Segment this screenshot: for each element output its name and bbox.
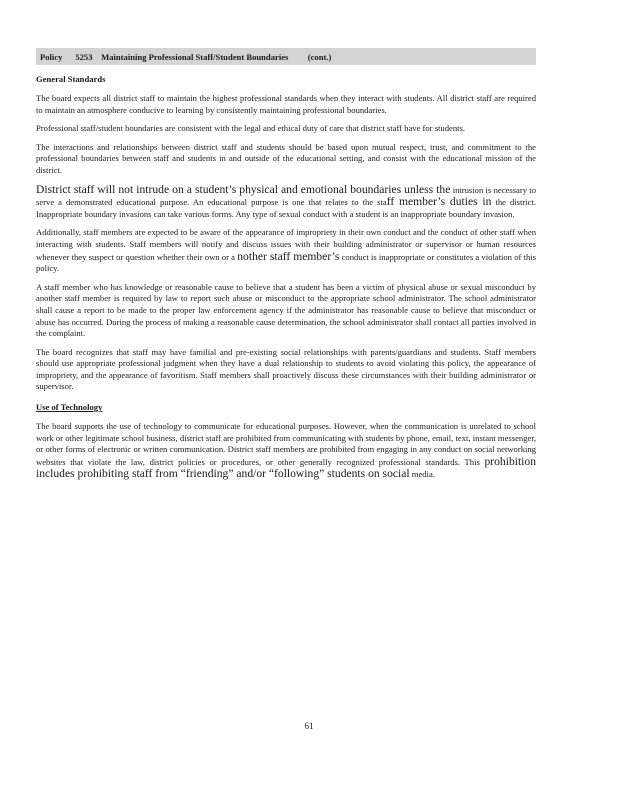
policy-number: 5253	[75, 51, 93, 62]
impropriety-text-b: conduct is inappropriate or constitutes a violation of this policy.	[36, 251, 537, 274]
paragraph-standards: The board expects all district staff to maintain the highest professional standards when they interact with students. All district staff are required to maintain an atmosphere conducive to learning by consistently maintaining professional boundaries.	[36, 93, 536, 115]
paragraph-dual-relationships: The board recognizes that staff may have familial and pre-existing social relationships with parents/guardians and students. Staff members should use appropriate professional judgment when they have a dual relationship to students to avoid violating this policy, the appearance of impropriety, and the appearance of favoritism. Staff members shall proactively discuss these circumstances with their building administrator or supervisor.	[36, 346, 536, 392]
policy-header-bar	[36, 48, 536, 65]
technology-text-a: The board supports the use of technology to communicate for educational purposes. However, when the communication is unrelated to school work or other legitimate school business, district staff are prohibited from communicating with students by phone, email, text, instant messenger, or other forms of electronic or written communication. District staff members are prohibited from engaging in any conduct on social networking websites that violate the law, district policies or procedures, or other generally recognized professional standards. This	[36, 421, 536, 467]
document-page	[36, 48, 536, 488]
boundaries-emphasis-text: ff member’s duties in	[386, 195, 492, 209]
policy-label: Policy	[40, 51, 63, 62]
paragraph-duty-of-care: Professional staff/student boundaries are consistent with the legal and ethical duty of care that district staff have for students.	[36, 123, 466, 134]
page-number: 61	[304, 721, 314, 731]
section-heading-technology: Use of Technology	[36, 402, 103, 413]
policy-title: Maintaining Professional Staff/Student Boundaries	[101, 51, 289, 62]
technology-text-b: media.	[411, 469, 435, 480]
paragraph-technology	[36, 421, 536, 481]
technology-emphasis-text: prohibition includes prohibiting staff from “friending” and/or “following” students on social	[36, 454, 536, 481]
boundaries-text-b: the district. Inappropriate boundary invasions can take various forms. Any type of sexual conduct with a student is an inappropriate boundary invasion.	[36, 197, 537, 219]
section-heading-general: General Standards	[36, 74, 106, 84]
impropriety-text-a: Additionally, staff members are expected to be aware of the appearance of impropriety in their own conduct and the conduct of other staff when interacting with students. Staff members will notify and discuss issues with their building administrator or supervisor or human resources whenever they suspect or question whether their own or a	[36, 227, 536, 262]
boundaries-lead-text: District staff will not intrude on a student’s physical and emotional boundaries unless the	[36, 182, 451, 196]
paragraph-impropriety	[36, 227, 536, 274]
paragraph-reporting: A staff member who has knowledge or reasonable cause to believe that a student has been a victim of physical abuse or sexual misconduct by another staff member is required by law to report such abuse or misconduct to the appropriate school administrator. The school administrator shall cause a report to be made to the proper law enforcement agency if the administrator has reasonable cause to believe that misconduct or abuse has occurred. During the process of making a reasonable cause determination, the school administrator shall contact all parties involved in the complaint.	[36, 281, 536, 339]
paragraph-interactions: The interactions and relationships between district staff and students should be based upon mutual respect, trust, and commitment to the professional boundaries between staff and students in and outside of the educational setting, and consist with the educational mission of the district.	[36, 141, 536, 175]
impropriety-emphasis-text: nother staff member’s	[237, 249, 340, 263]
paragraph-boundaries	[36, 184, 536, 221]
continued-label: (cont.)	[307, 51, 332, 62]
boundaries-text-a: intrusion is necessary to serve a demonstrated educational purpose. An educational purpose is one that relates to the sta	[36, 184, 536, 208]
